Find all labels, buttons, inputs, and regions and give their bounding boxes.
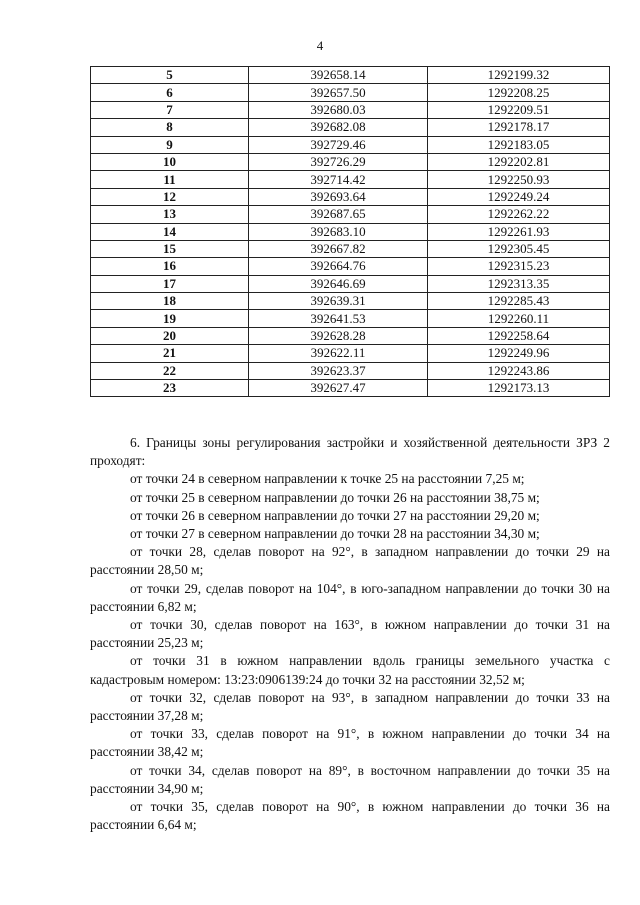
y-coordinate-cell: 1292258.64 [428,327,610,344]
boundary-segment-paragraph: от точки 26 в северном направлении до точки 27 на расстоянии 29,20 м; [130,507,540,523]
table-row [91,188,610,205]
y-coordinate-cell: 1292249.24 [428,188,610,205]
y-coordinate-cell: 1292209.51 [428,101,610,118]
y-coordinate-cell: 1292183.05 [428,136,610,153]
boundary-segment-paragraph: от точки 29, сделав поворот на 104°, в юго-западном направлении до точки 30 на расстоянии 6,82 м; [90,580,610,614]
point-number-cell: 14 [91,223,249,240]
table-row [91,345,610,362]
boundary-segment-paragraph: от точки 32, сделав поворот на 93°, в западном направлении до точки 33 на расстоянии 37,28 м; [90,689,610,724]
table-row [91,171,610,188]
boundary-segment-paragraph: от точки 35, сделав поворот на 90°, в южном направлении до точки 36 на расстоянии 6,64 м; [90,799,610,833]
table-row [91,258,610,275]
point-number-cell: 20 [91,327,249,344]
point-number-cell: 12 [91,188,249,205]
table-row [91,310,610,327]
table-row [91,327,610,344]
table-row [91,136,610,153]
boundary-segment-paragraph: от точки 25 в северном направлении до точки 26 на расстоянии 38,75 м; [130,489,540,505]
boundary-segment-paragraph: от точки 28, сделав поворот на 92°, в западном направлении до точки 29 на расстоянии 28,50 м; [90,544,610,578]
table-row [91,293,610,310]
table-row [91,240,610,257]
page-number: 4 [316,38,324,53]
x-coordinate-cell: 392658.14 [249,67,428,84]
table-row [91,223,610,240]
x-coordinate-cell: 392664.76 [249,258,428,275]
boundary-segment-paragraph: от точки 30, сделав поворот на 163°, в южном направлении до точки 31 на расстоянии 25,23 м; [90,617,610,651]
x-coordinate-cell: 392622.11 [249,345,428,362]
x-coordinate-cell: 392667.82 [249,240,428,257]
boundary-segment-paragraph: от точки 27 в северном направлении до точки 28 на расстоянии 34,30 м; [130,526,540,542]
point-number-cell: 19 [91,310,249,327]
point-number-cell: 22 [91,362,249,379]
y-coordinate-cell: 1292250.93 [428,171,610,188]
x-coordinate-cell: 392683.10 [249,223,428,240]
table-row [91,84,610,101]
x-coordinate-cell: 392729.46 [249,136,428,153]
table-row [91,275,610,292]
point-number-cell: 15 [91,240,249,257]
y-coordinate-cell: 1292243.86 [428,362,610,379]
table-row [91,380,610,397]
x-coordinate-cell: 392693.64 [249,188,428,205]
x-coordinate-cell: 392627.47 [249,380,428,397]
point-number-cell: 23 [91,380,249,397]
table-row [91,101,610,118]
point-number-cell: 16 [91,258,249,275]
x-coordinate-cell: 392687.65 [249,206,428,223]
y-coordinate-cell: 1292305.45 [428,240,610,257]
point-number-cell: 7 [91,101,249,118]
y-coordinate-cell: 1292315.23 [428,258,610,275]
point-number-cell: 8 [91,119,249,136]
x-coordinate-cell: 392641.53 [249,310,428,327]
x-coordinate-cell: 392682.08 [249,119,428,136]
x-coordinate-cell: 392726.29 [249,153,428,170]
coordinates-table-body [91,67,610,397]
boundary-segment-paragraph: от точки 31 в южном направлении вдоль границы земельного участка с кадастровым номером: 13:23:0906139:24 до точки 32 на расстоянии 32,52 м; [90,653,610,687]
y-coordinate-cell: 1292262.22 [428,206,610,223]
point-number-cell: 18 [91,293,249,310]
table-row [91,362,610,379]
coordinates-table [90,66,610,397]
y-coordinate-cell: 1292261.93 [428,223,610,240]
x-coordinate-cell: 392680.03 [249,101,428,118]
point-number-cell: 10 [91,153,249,170]
x-coordinate-cell: 392657.50 [249,84,428,101]
y-coordinate-cell: 1292208.25 [428,84,610,101]
point-number-cell: 5 [91,67,249,84]
table-row [91,67,610,84]
y-coordinate-cell: 1292173.13 [428,380,610,397]
boundary-segment-paragraph: от точки 24 в северном направлении к точке 25 на расстоянии 7,25 м; [130,471,525,487]
table-row [91,206,610,223]
boundary-segment-paragraph: от точки 33, сделав поворот на 91°, в южном направлении до точки 34 на расстоянии 38,42 м; [90,726,610,760]
x-coordinate-cell: 392623.37 [249,362,428,379]
y-coordinate-cell: 1292285.43 [428,293,610,310]
table-row [91,119,610,136]
y-coordinate-cell: 1292260.11 [428,310,610,327]
y-coordinate-cell: 1292202.81 [428,153,610,170]
y-coordinate-cell: 1292249.96 [428,345,610,362]
boundary-segment-paragraph: от точки 34, сделав поворот на 89°, в восточном направлении до точки 35 на расстоянии 34,90 м; [90,762,610,796]
point-number-cell: 21 [91,345,249,362]
x-coordinate-cell: 392646.69 [249,275,428,292]
y-coordinate-cell: 1292313.35 [428,275,610,292]
point-number-cell: 11 [91,171,249,188]
table-row [91,153,610,170]
x-coordinate-cell: 392714.42 [249,171,428,188]
y-coordinate-cell: 1292178.17 [428,119,610,136]
x-coordinate-cell: 392628.28 [249,327,428,344]
boundary-description [90,434,610,834]
point-number-cell: 17 [91,275,249,292]
y-coordinate-cell: 1292199.32 [428,67,610,84]
point-number-cell: 6 [91,84,249,101]
point-number-cell: 9 [91,136,249,153]
section-heading-paragraph: 6. Границы зоны регулирования застройки и хозяйственной деятельности ЗРЗ 2 проходят: [90,435,610,469]
point-number-cell: 13 [91,206,249,223]
x-coordinate-cell: 392639.31 [249,293,428,310]
